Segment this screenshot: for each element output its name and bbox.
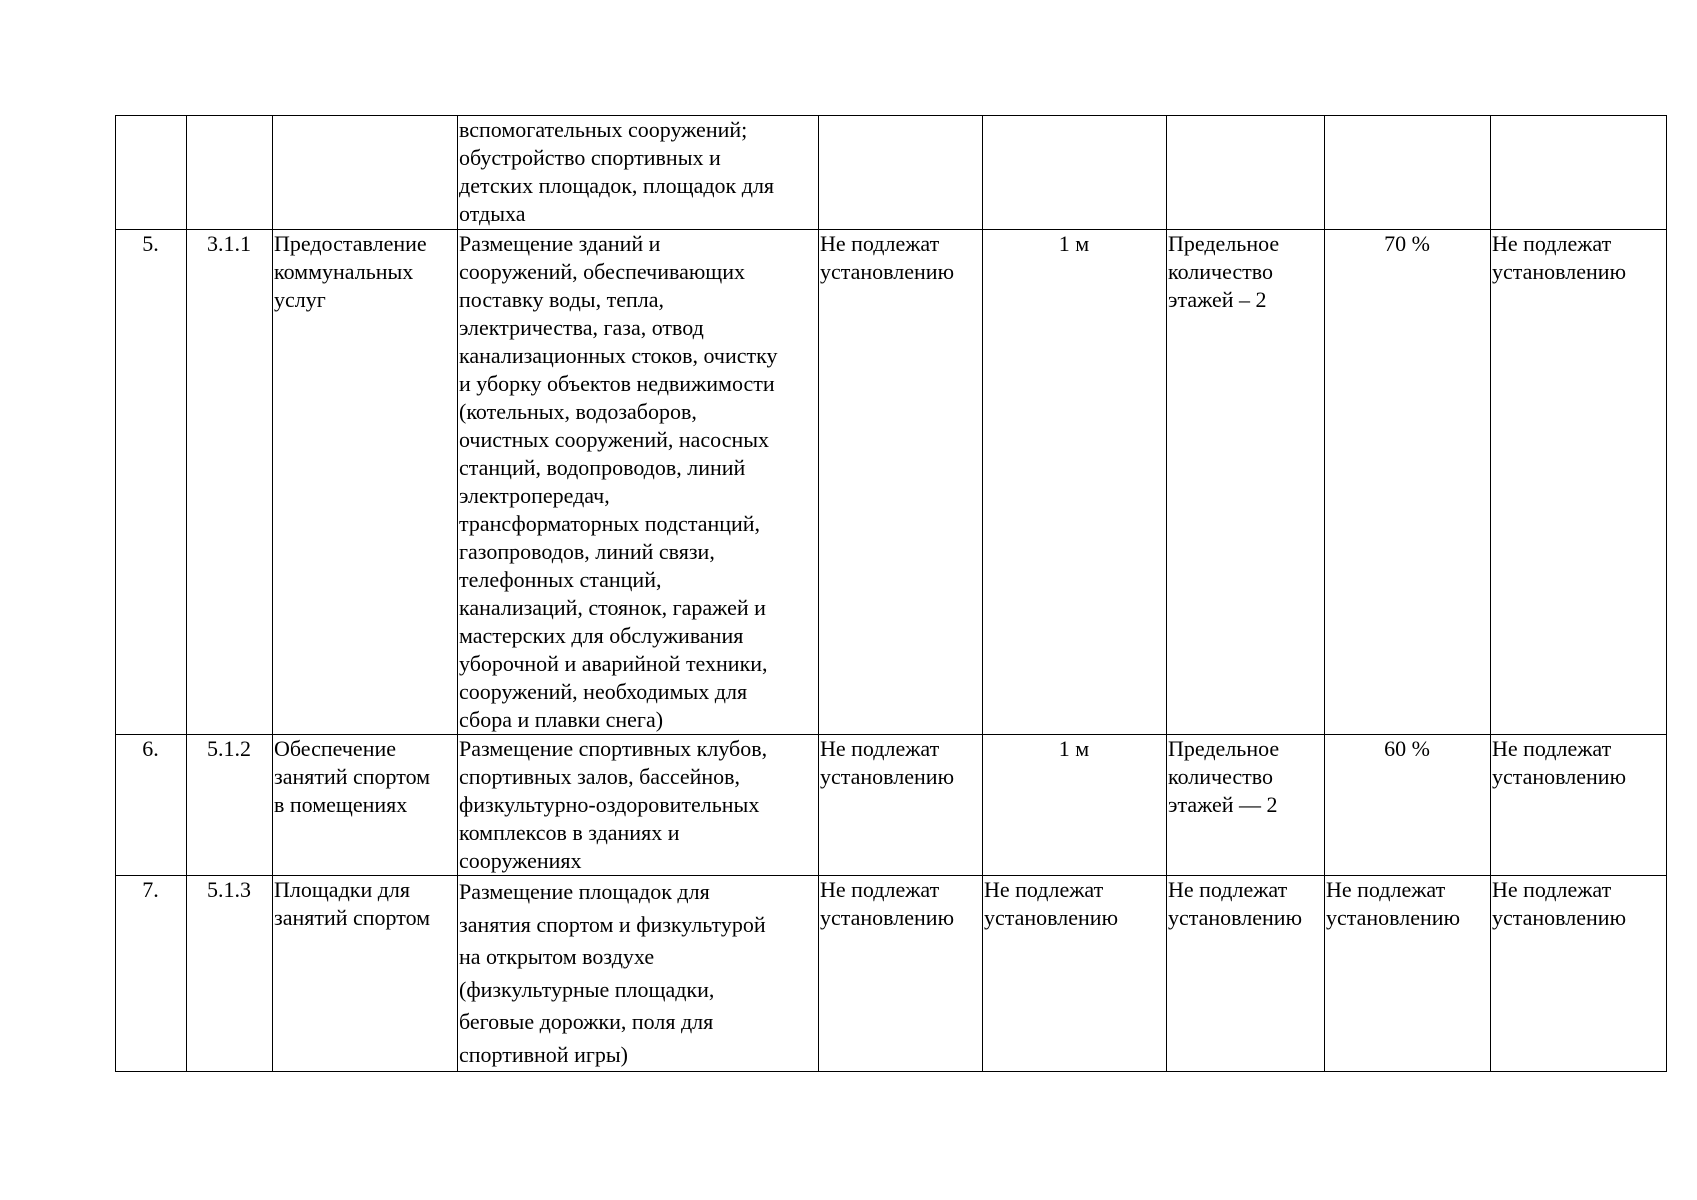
description-cell: Размещение площадок для занятия спортом и физкультурой на открытом воздухе (физкультурные площадки, беговые дорожки, поля для спортивной игры): [458, 876, 819, 1072]
param-cell-9: [1491, 116, 1667, 230]
use-name-cell: Площадки для занятий спортом: [273, 876, 458, 1072]
param-cell-6: 1 м: [983, 230, 1167, 735]
description-cell: Размещение спортивных клубов, спортивных залов, бассейнов, физкультурно-оздоровительных комплексов в зданиях и сооружениях: [458, 735, 819, 876]
param-cell-8: 70 %: [1325, 230, 1491, 735]
row-number-cell: 5.: [116, 230, 187, 735]
param-cell-9: Не подлежат установлению: [1491, 230, 1667, 735]
land-use-regulations-table: [115, 115, 1667, 1072]
param-cell-8: Не подлежат установлению: [1325, 876, 1491, 1072]
param-cell-6: Не подлежат установлению: [983, 876, 1167, 1072]
code-cell: 3.1.1: [187, 230, 273, 735]
param-cell-5: Не подлежат установлению: [819, 735, 983, 876]
param-cell-7: Не подлежат установлению: [1167, 876, 1325, 1072]
table-row: [116, 876, 1667, 1072]
param-cell-5: Не подлежат установлению: [819, 230, 983, 735]
table-row: [116, 735, 1667, 876]
param-cell-9: Не подлежат установлению: [1491, 876, 1667, 1072]
param-cell-7: Предельное количество этажей – 2: [1167, 230, 1325, 735]
param-cell-7: Предельное количество этажей — 2: [1167, 735, 1325, 876]
description-cell: вспомогательных сооружений; обустройство спортивных и детских площадок, площадок для отдыха: [458, 116, 819, 230]
param-cell-9: Не подлежат установлению: [1491, 735, 1667, 876]
param-cell-5: Не подлежат установлению: [819, 876, 983, 1072]
code-cell: 5.1.2: [187, 735, 273, 876]
param-cell-6: [983, 116, 1167, 230]
use-name-cell: Предоставление коммунальных услуг: [273, 230, 458, 735]
row-number-cell: 6.: [116, 735, 187, 876]
param-cell-8: 60 %: [1325, 735, 1491, 876]
param-cell-7: [1167, 116, 1325, 230]
code-cell: 5.1.3: [187, 876, 273, 1072]
param-cell-5: [819, 116, 983, 230]
use-name-cell: [273, 116, 458, 230]
param-cell-8: [1325, 116, 1491, 230]
code-cell: [187, 116, 273, 230]
table-row: [116, 116, 1667, 230]
use-name-cell: Обеспечение занятий спортом в помещениях: [273, 735, 458, 876]
row-number-cell: 7.: [116, 876, 187, 1072]
table-row: [116, 230, 1667, 735]
description-cell: Размещение зданий и сооружений, обеспечивающих поставку воды, тепла, электричества, газа, отвод канализационных стоков, очистку и уборку объектов недвижимости (котельных, водозаборов, очистных сооружений, насосных станций, водопроводов, линий электропередач, трансформаторных подстанций, газопроводов, линий связи, телефонных станций, канализаций, стоянок, гаражей и мастерских для обслуживания уборочной и аварийной техники, сооружений, необходимых для сбора и плавки снега): [458, 230, 819, 735]
row-number-cell: [116, 116, 187, 230]
param-cell-6: 1 м: [983, 735, 1167, 876]
